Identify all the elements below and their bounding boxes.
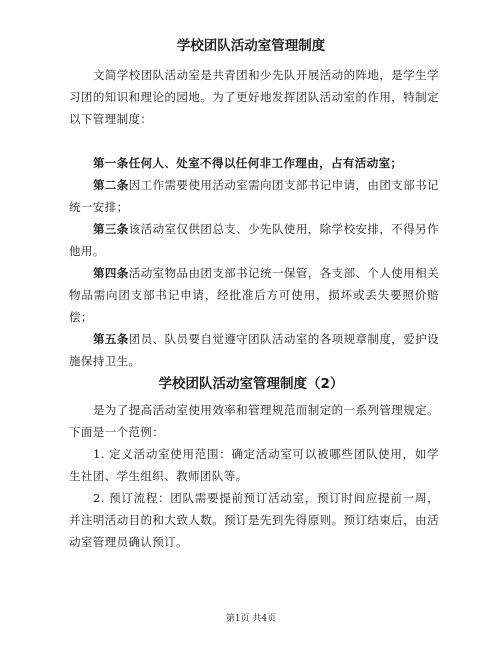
article-4-body: 活动室物品由团支部书记统一保管，各支部、个人使用相关物品需向团支部书记申请，经批准后方可使用，损坏或丢失要照价赔偿；	[69, 266, 439, 324]
article-1-text: 第一条任何人、处室不得以任何非工作理由，占有活动室；	[93, 156, 403, 170]
intro-2-paragraph: 是为了提高活动室使用效率和管理规范而制定的一系列管理规定。下面是一个范例：	[69, 403, 439, 439]
article-3-heading: 第三条	[93, 222, 129, 236]
article-4-heading: 第四条	[93, 266, 129, 280]
article-2	[69, 174, 439, 218]
article-1	[69, 152, 439, 174]
article-3	[69, 218, 439, 262]
intro-paragraph: 文简学校团队活动室是共青团和少先队开展活动的阵地，是学生学习团的知识和理论的园地。为了更好地发挥团队活动室的作用，特制定以下管理制度：	[69, 68, 439, 126]
article-4	[69, 262, 439, 328]
article-2-heading: 第二条	[93, 178, 129, 192]
section-2-title: 学校团队活动室管理制度（2）	[158, 376, 344, 392]
page-footer: 第1页 共4页	[225, 614, 277, 624]
list-item-2: 2. 预订流程：团队需要提前预订活动室，预订时间应提前一周，并注明活动目的和大致人数。预订是先到先得原则。预订结束后，由活动室管理员确认预订。	[69, 491, 439, 549]
article-5-body: 团员、队员要自觉遵守团队活动室的各项规章制度，爱护设施保持卫生。	[69, 332, 439, 368]
document-title: 学校团队活动室管理制度	[176, 38, 326, 54]
list-item-1: 1. 定义活动室使用范围：确定活动室可以被哪些团队使用，如学生社团、学生组织、教师团队等。	[69, 447, 439, 483]
article-2-body: 因工作需要使用活动室需向团支部书记申请，由团支部书记统一安排；	[69, 178, 439, 214]
article-5	[69, 328, 439, 372]
article-5-heading: 第五条	[93, 332, 129, 346]
article-3-body: 该活动室仅供团总支、少先队使用，除学校安排，不得另作他用。	[69, 222, 439, 258]
